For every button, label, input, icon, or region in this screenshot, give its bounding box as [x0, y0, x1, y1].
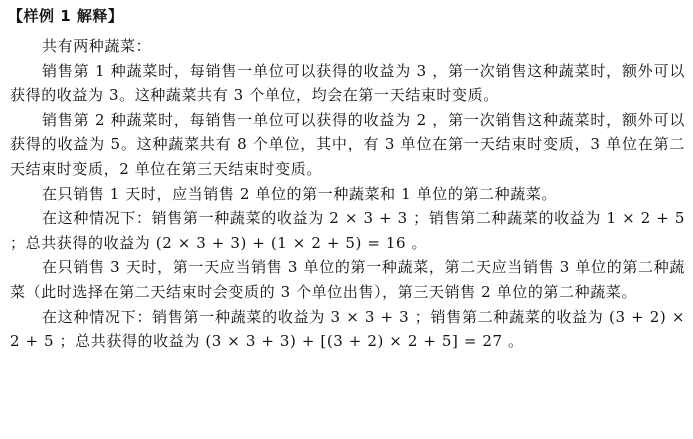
paragraph-vegetable-2: 销售第 2 种蔬菜时，每销售一单位可以获得的收益为 2 ，第一次销售这种蔬菜时，额外可以获得的收益为 5。这种蔬菜共有 8 个单位，其中，有 3 单位在第一天结束时变质，3 单位在第二天结束时变质，2 单位在第三天结束时变质。 — [10, 110, 685, 178]
paragraph-vegetable-1: 销售第 1 种蔬菜时，每销售一单位可以获得的收益为 3 ，第一次销售这种蔬菜时，额外可以获得的收益为 3。这种蔬菜共有 3 个单位，均会在第一天结束时变质。 — [10, 61, 685, 105]
paragraph-three-day-plan: 在只销售 3 天时，第一天应当销售 3 单位的第一种蔬菜，第二天应当销售 3 单位的第二种蔬菜（此时选择在第二天结束时会变质的 3 个单位出售），第三天销售 2 单位的第二种蔬菜。 — [10, 258, 685, 301]
paragraph-three-day-calculation: 在这种情况下：销售第一种蔬菜的收益为 3 × 3 + 3 ；销售第二种蔬菜的收益为 (3 + 2) × 2 + 5 ；总共获得的收益为 (3 × 3 + 3) + [(3 + 2) × 2 + 5] = 27 。 — [10, 307, 685, 351]
paragraph-one-day-plan: 在只销售 1 天时，应当销售 2 单位的第一种蔬菜和 1 单位的第二种蔬菜。 — [42, 184, 558, 203]
paragraph-intro: 共有两种蔬菜： — [42, 37, 152, 55]
paragraph-one-day-calculation: 在这种情况下：销售第一种蔬菜的收益为 2 × 3 + 3 ；销售第二种蔬菜的收益为 1 × 2 + 5 ；总共获得的收益为 (2 × 3 + 3) + (1 × 2 + 5) = 16 。 — [10, 209, 685, 252]
section-heading: 【样例 1 解释】 — [8, 7, 124, 25]
